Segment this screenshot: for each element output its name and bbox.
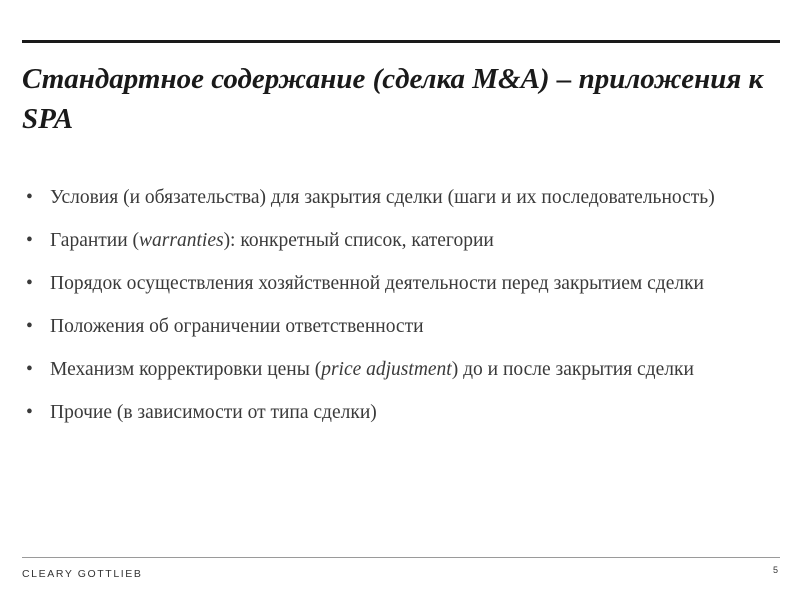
bullet-marker: • [26,402,33,423]
bullet-marker: • [26,316,33,337]
bullet-text-segment: Прочие (в зависимости от типа сделки) [50,402,377,423]
bullet-marker: • [26,230,33,251]
bullet-item [26,313,786,340]
bullet-text [50,273,704,294]
bullet-text-italic-term: price adjustment [321,359,452,380]
bullet-text-segment: ) до и после закрытия сделки [451,359,694,380]
title-top-rule [22,40,780,43]
bullet-text-segment: Условия (и обязательства) для закрытия сделки (шаги и их последовательность) [50,187,715,208]
bullet-text-segment: ): конкретный список, категории [223,230,494,251]
page-number: 5 [772,565,778,575]
bullet-text [50,359,694,380]
bullet-item [26,399,786,426]
bullet-marker: • [26,359,33,380]
bullet-text-segment: Гарантии ( [50,230,140,251]
bullet-text-italic-term: warranties [139,230,224,251]
bullet-text [50,402,377,423]
footer-rule [22,557,780,558]
bullet-text [50,316,424,337]
bullet-marker: • [26,187,33,208]
slide-title: Стандартное содержание (сделка M&A) – приложения к SPA [22,63,764,135]
bullet-item [26,227,786,254]
bullet-item [26,270,786,297]
bullet-marker: • [26,273,33,294]
bullet-list [26,184,786,442]
bullet-text [50,187,715,208]
bullet-text [50,230,494,251]
bullet-item [26,356,786,383]
bullet-text-segment: Механизм корректировки цены ( [50,359,322,380]
bullet-text-segment: Порядок осуществления хозяйственной деятельности перед закрытием сделки [50,273,704,294]
bullet-item [26,184,786,211]
footer-logo: CLEARY GOTTLIEB [22,568,143,580]
bullet-text-segment: Положения об ограничении ответственности [50,316,424,337]
